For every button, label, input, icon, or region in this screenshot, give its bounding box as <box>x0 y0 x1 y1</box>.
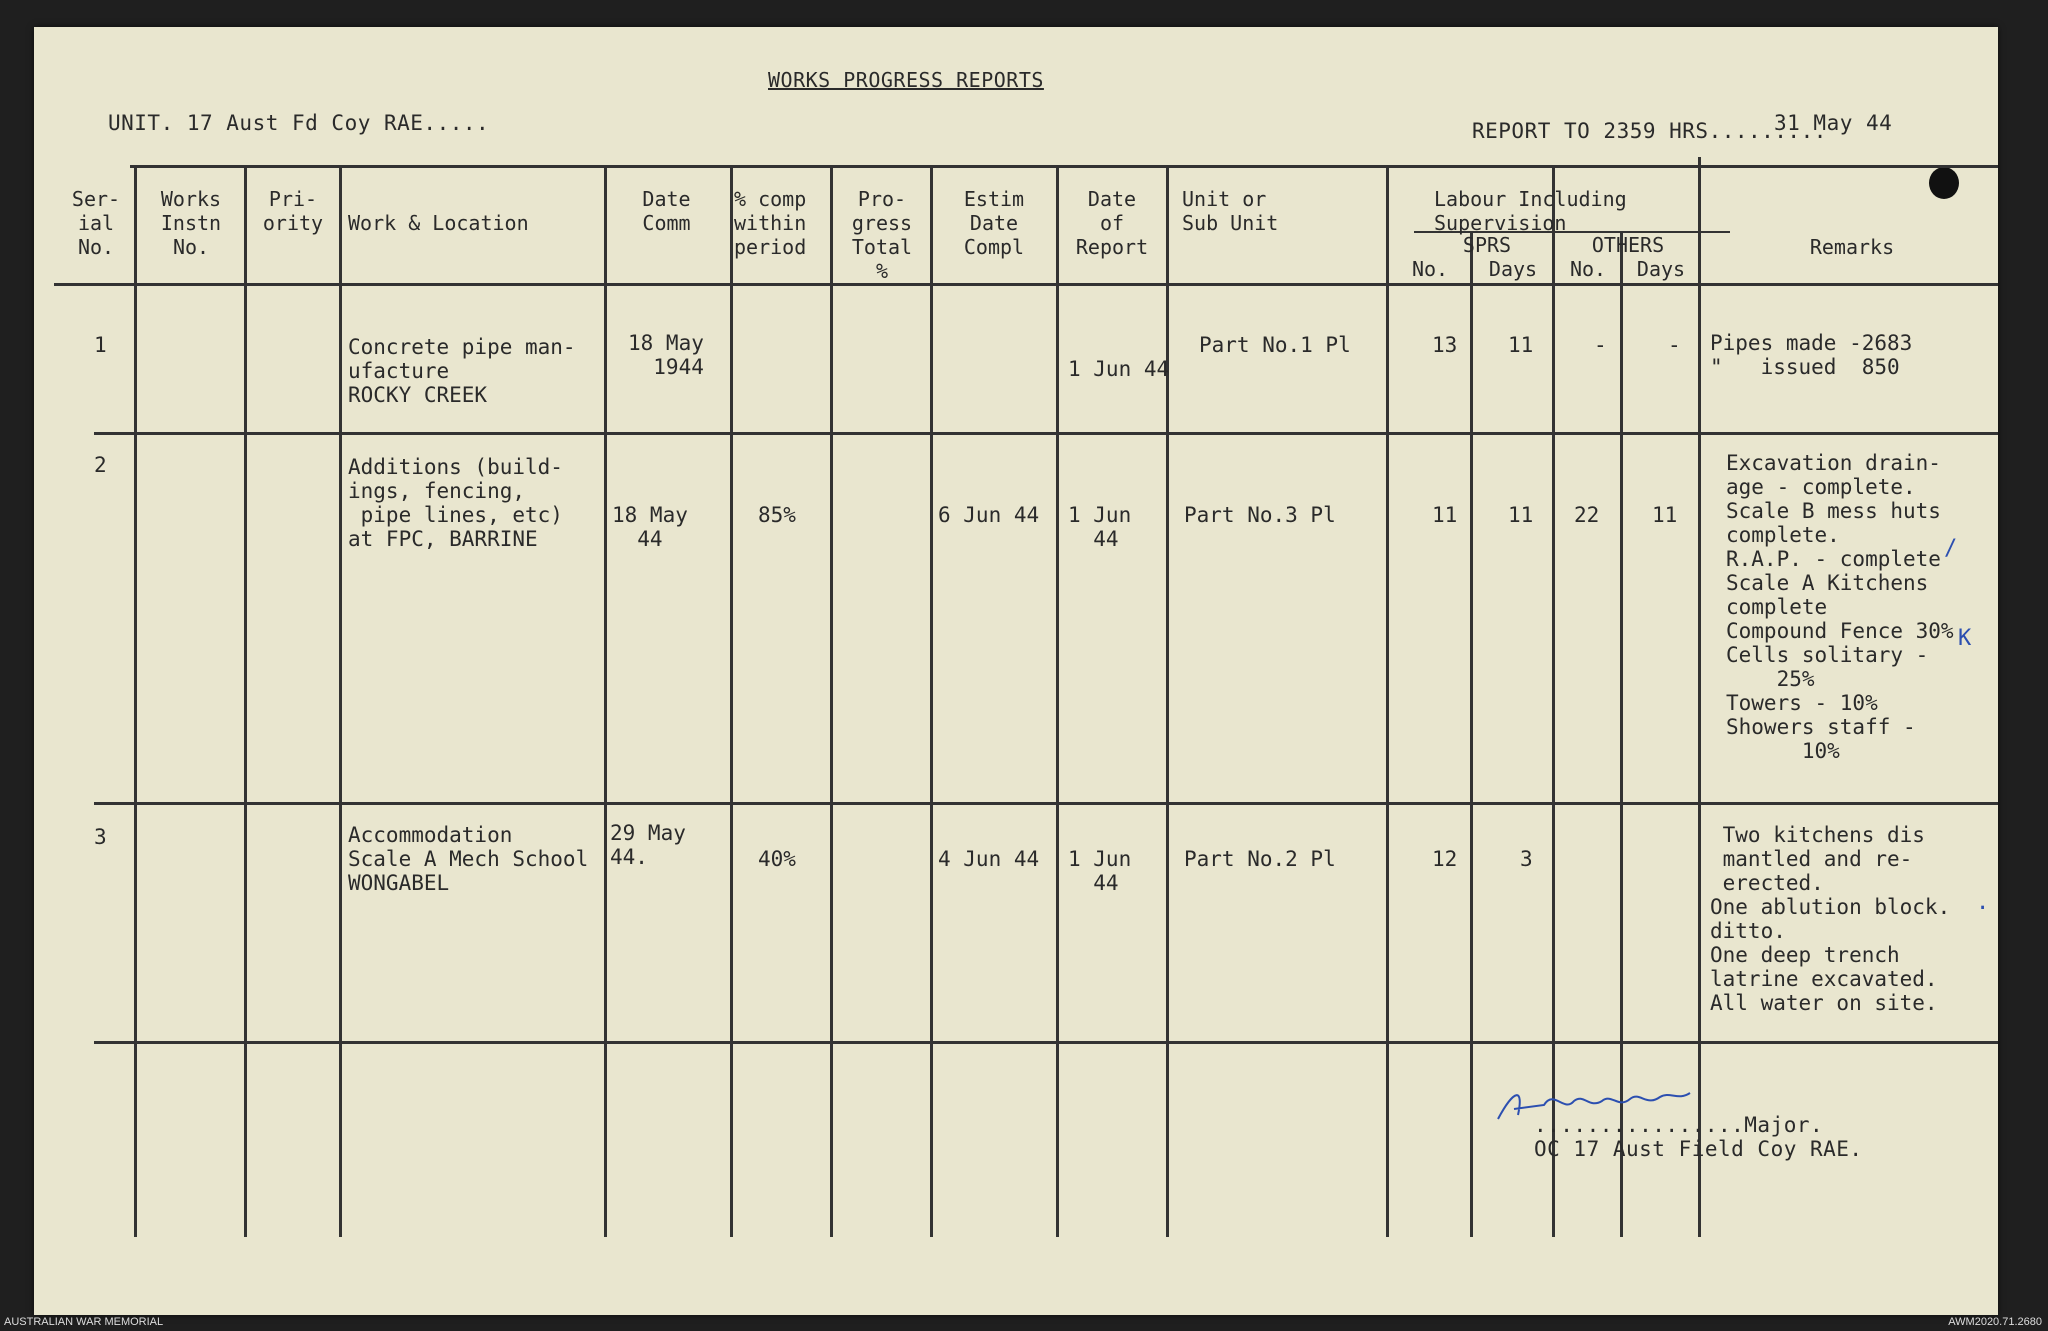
row3-date-report: 1 Jun 44 <box>1068 847 1132 895</box>
report-to-line: REPORT TO 2359 HRS......... <box>1472 119 1827 143</box>
row2-serial: 2 <box>94 453 107 477</box>
row1-sprs-days: 11 <box>1508 333 1534 357</box>
row1-serial: 1 <box>94 333 107 357</box>
report-date: 31 May 44 <box>1774 111 1893 135</box>
row1-date-report: 1 Jun 44 <box>1068 357 1170 381</box>
col-rule <box>1056 167 1059 1237</box>
row3-pct-comp: 40% <box>758 847 796 871</box>
col-rule <box>604 167 607 1237</box>
row3-remarks: Two kitchens dis mantled and re- erected. One ablution block. ditto. One deep trench latrine excavated. All water on site. <box>1710 823 1951 1015</box>
header-bottom-rule <box>54 283 1998 286</box>
col-rule <box>730 167 733 1237</box>
row2-others-no: 22 <box>1574 503 1600 527</box>
row2-unit: Part No.3 Pl <box>1184 503 1336 527</box>
row1-others-days: - <box>1668 333 1681 357</box>
table-top-rule <box>130 165 1998 168</box>
header-remarks: Remarks <box>1809 235 1895 259</box>
row3-date-comm: 29 May 44. <box>610 821 686 869</box>
col-rule <box>339 167 342 1237</box>
header-labour: Labour Including Supervision <box>1434 187 1627 235</box>
row1-remarks: Pipes made -2683 " issued 850 <box>1710 331 1913 379</box>
document-title: WORKS PROGRESS REPORTS <box>768 68 1044 92</box>
row2-remarks: Excavation drain- age - complete. Scale B mess huts complete. R.A.P. - complete Scale A Kitchens complete Compound Fence 30% Cells solitary - 25% Towers - 10% Showers staff - 10% <box>1726 451 1954 763</box>
header-estim-date: Estim Date Compl <box>963 187 1025 259</box>
row1-others-no: - <box>1594 333 1607 357</box>
col-rule <box>1470 231 1473 1237</box>
footer-right: AWM2020.71.2680 <box>1948 1316 2042 1328</box>
col-rule <box>244 167 247 1237</box>
col-rule <box>830 167 833 1237</box>
row2-others-days: 11 <box>1652 503 1678 527</box>
col-rule <box>1386 167 1389 1237</box>
header-sprs-days: Days <box>1488 257 1538 281</box>
ink-mark: . <box>1976 890 1990 915</box>
header-others: OTHERS <box>1591 233 1665 257</box>
row1-sprs-no: 13 <box>1432 333 1458 357</box>
header-sprs-no: No. <box>1411 257 1449 281</box>
header-sprs: SPRS <box>1462 233 1512 257</box>
ink-mark: / <box>1944 536 1958 561</box>
header-work-location: Work & Location <box>348 211 529 235</box>
header-date-comm: Date Comm <box>642 187 691 235</box>
row1-work-location: Concrete pipe man- ufacture ROCKY CREEK <box>348 335 576 407</box>
row2-work-location: Additions (build- ings, fencing, pipe lines, etc) at FPC, BARRINE <box>348 455 563 551</box>
col-rule <box>134 167 137 1237</box>
ink-mark: K <box>1958 626 1972 651</box>
col-rule <box>1698 157 1701 1237</box>
header-date-report: Date of Report <box>1075 187 1149 259</box>
row1-date-comm: 18 May 1944 <box>628 331 704 379</box>
header-serial: Ser- ial No. <box>71 187 121 259</box>
row2-date-comm: 18 May 44 <box>612 503 688 551</box>
header-others-days: Days <box>1636 257 1686 281</box>
col-rule <box>1552 167 1555 1237</box>
row2-sprs-days: 11 <box>1508 503 1534 527</box>
row2-pct-comp: 85% <box>758 503 796 527</box>
row3-sprs-days: 3 <box>1520 847 1533 871</box>
row3-sprs-no: 12 <box>1432 847 1458 871</box>
row1-rule <box>94 432 1998 435</box>
row3-estim-date: 4 Jun 44 <box>938 847 1040 871</box>
row3-serial: 3 <box>94 825 107 849</box>
punch-hole <box>1929 167 1959 199</box>
row2-sprs-no: 11 <box>1432 503 1458 527</box>
header-priority: Pri- ority <box>262 187 324 235</box>
col-rule <box>1166 167 1169 1237</box>
row3-rule <box>94 1041 1998 1044</box>
col-rule <box>930 167 933 1237</box>
row1-unit: Part No.1 Pl <box>1199 333 1351 357</box>
header-unit: Unit or Sub Unit <box>1182 187 1279 235</box>
row2-date-report: 1 Jun 44 <box>1068 503 1132 551</box>
row2-estim-date: 6 Jun 44 <box>938 503 1040 527</box>
header-others-no: No. <box>1569 257 1607 281</box>
row2-rule <box>94 802 1998 805</box>
header-progress: Pro- gress Total % <box>851 187 913 283</box>
row3-work-location: Accommodation Scale A Mech School WONGABEL <box>348 823 589 895</box>
signature-line: ................Major. <box>1534 1113 1824 1137</box>
header-works-instn: Works Instn No. <box>160 187 222 259</box>
header-pct-comp: % comp within period <box>734 187 807 259</box>
unit-line: UNIT. 17 Aust Fd Coy RAE..... <box>108 111 490 135</box>
footer-left: AUSTRALIAN WAR MEMORIAL <box>4 1316 164 1328</box>
row3-unit: Part No.2 Pl <box>1184 847 1336 871</box>
document-sheet <box>34 27 1998 1315</box>
signature-office: OC 17 Aust Field Coy RAE. <box>1534 1137 1863 1161</box>
